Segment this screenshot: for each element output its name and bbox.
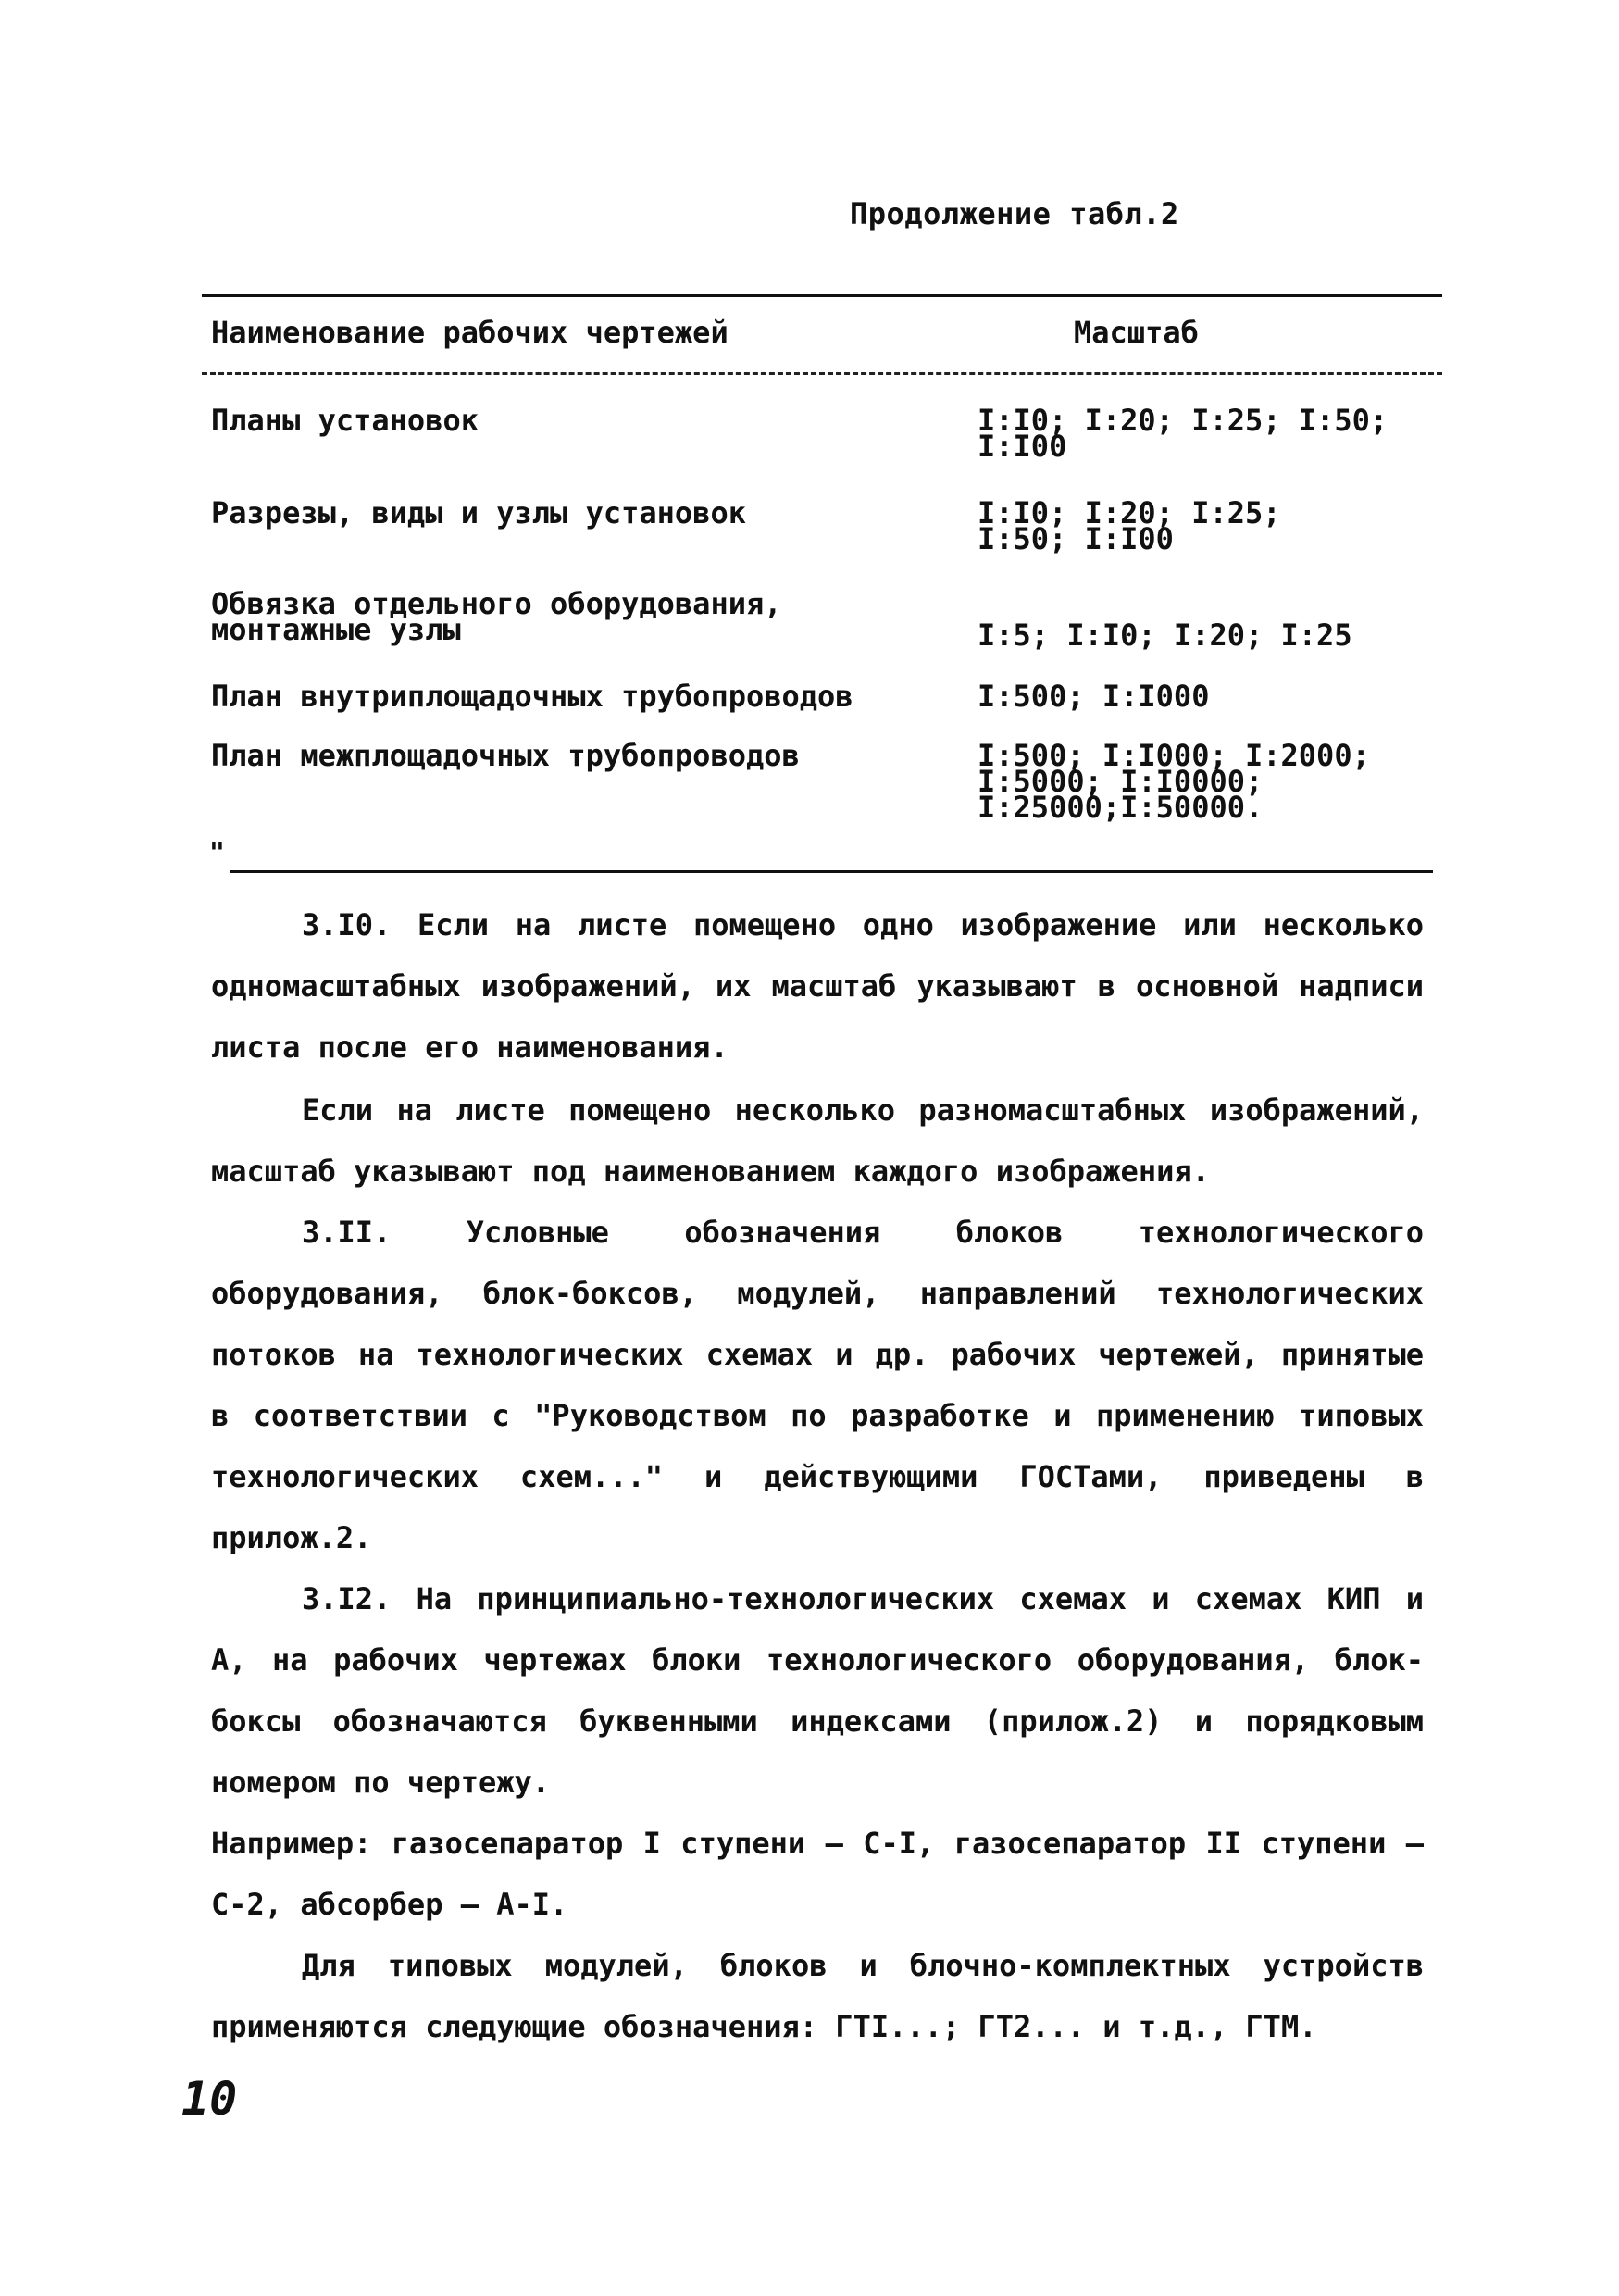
paragraph-3-12: 3.I2. На принципиально-технологических схемах и схемах КИП и А, на рабочих чертежах блоки технологического оборудования, блок-боксы обозначаются буквенными индексами (прилож.2) и порядковым номером по чертежу. [211, 1581, 1424, 1800]
table-row-scale: I:I0; I:20; I:25; I:50; I:I00 [978, 495, 1281, 556]
table-row-name: План внутриплощадочных трубопроводов [211, 679, 853, 714]
paragraph-typical-modules: Для типовых модулей, блоков и блочно-комплектных устройств применяются следующие обозначения: ГТI...; ГТ2... и т.д., ГТМ. [211, 1948, 1424, 2044]
paragraph-scale-note: Если на листе помещено несколько разномасштабных изображений, масштаб указывают под наименованием каждого изображения. [211, 1092, 1424, 1189]
table-end-mark: " [209, 837, 225, 867]
paragraph-3-11: 3.II. Условные обозначения блоков технологического оборудования, блок-боксов, модулей, направлений технологических потоков на технологических схемах и др. рабочих чертежей, принятые в соответствии с "Руководством по разработке и применению типовых технологических схем..." и действующими ГОСТами, приведены в прилож.2. [211, 1215, 1424, 1555]
table-row-scale: I:500; I:I000; I:2000; I:5000; I:I0000; I:25000;I:50000. [978, 738, 1370, 825]
table-row-name: План межплощадочных трубопроводов [211, 738, 800, 773]
table-bottom-rule [230, 870, 1433, 873]
paragraph-example: Например: газосепаратор I ступени – С-I, газосепаратор II ступени – С-2, абсорбер – А-I. [211, 1826, 1424, 1922]
table-row-scale: I:I0; I:20; I:25; I:50; I:I00 [978, 403, 1389, 464]
continuation-label: Продолжение табл.2 [850, 196, 1179, 231]
table-row-name: Обвязка отдельного оборудования, монтажные узлы [211, 586, 782, 647]
table-row-scale: I:5; I:I0; I:20; I:25 [978, 618, 1352, 653]
table-header-scale: Масштаб [1074, 315, 1199, 350]
table-top-rule [202, 294, 1442, 297]
paragraph-3-10: 3.I0. Если на листе помещено одно изображение или несколько одномасштабных изображений, их масштаб указывают в основной надписи листа после его наименования. [211, 907, 1424, 1065]
table-row-name: Разрезы, виды и узлы установок [211, 495, 746, 530]
table-header-rule [202, 372, 1442, 375]
table-row-name: Планы установок [211, 403, 479, 438]
table-row-scale: I:500; I:I000 [978, 679, 1210, 714]
table-header-name: Наименование рабочих чертежей [211, 315, 729, 350]
page-number: 10 [181, 2072, 238, 2126]
